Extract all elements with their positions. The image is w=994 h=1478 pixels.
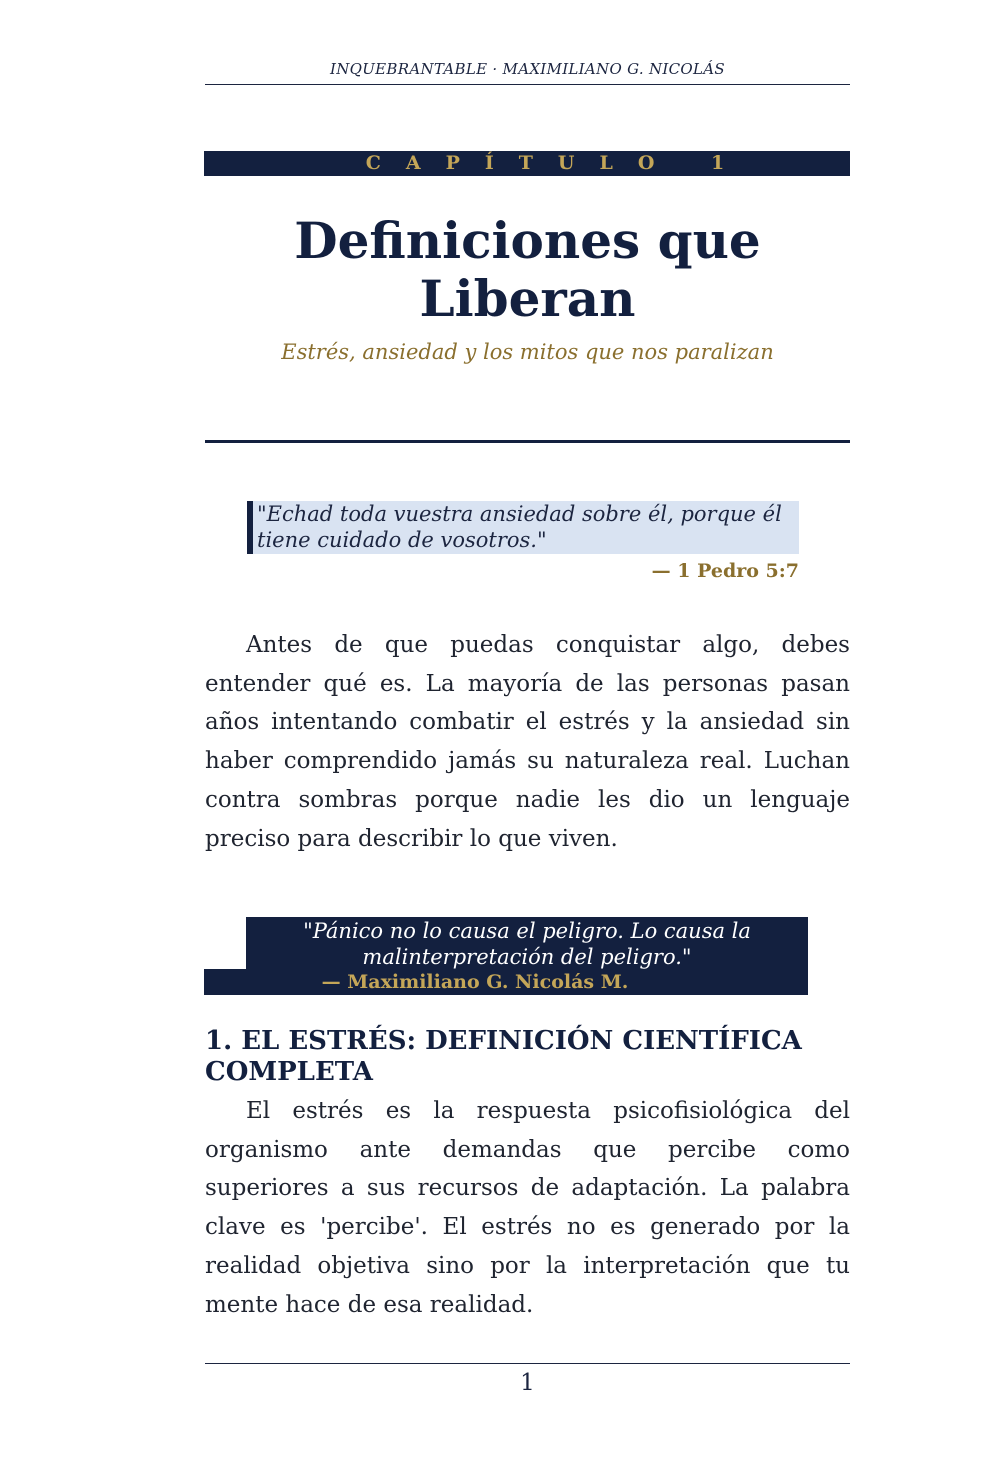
page-number: 1 [520,1370,535,1396]
chapter-subtitle: Estrés, ansiedad y los mitos que nos paralizan [281,340,774,364]
title-divider [205,440,850,443]
epigraph-quote: "Echad toda vuestra ansiedad sobre él, porque él tiene cuidado de vosotros." [257,502,782,552]
body-paragraph: El estrés es la respuesta psicofisiológica del organismo ante demandas que percibe como superiores a sus recursos de adaptación. La palabra clave es 'percibe'. El estrés no es generado por la realidad objetiva sino por la interpretación que tu mente hace de esa realidad. [205,1098,850,1318]
chapter-label: CAPÍTULO 1 [365,152,750,174]
epigraph-accent-bar [247,501,253,554]
header-divider [205,84,850,85]
pull-quote-author: — Maximiliano G. Nicolás M. [321,971,629,993]
body-paragraph: Antes de que puedas conquistar algo, debes entender qué es. La mayoría de las personas pasan años intentando combatir el estrés y la ansiedad sin haber comprendido jamás su naturaleza real. Luchan contra sombras porque nadie les dio un lenguaje preciso para describir lo que viven. [205,632,850,852]
section-heading: 1. EL ESTRÉS: DEFINICIÓN CIENTÍFICA COMPLETA [205,1026,802,1087]
epigraph-source: — 1 Pedro 5:7 [651,560,799,582]
footer-divider [205,1363,850,1364]
chapter-title: Definiciones que Liberan [294,211,761,328]
pull-quote-text: "Pánico no lo causa el peligro. Lo causa la malinterpretación del peligro." [303,919,751,969]
running-header: INQUEBRANTABLE · MAXIMILIANO G. NICOLÁS [329,60,726,78]
